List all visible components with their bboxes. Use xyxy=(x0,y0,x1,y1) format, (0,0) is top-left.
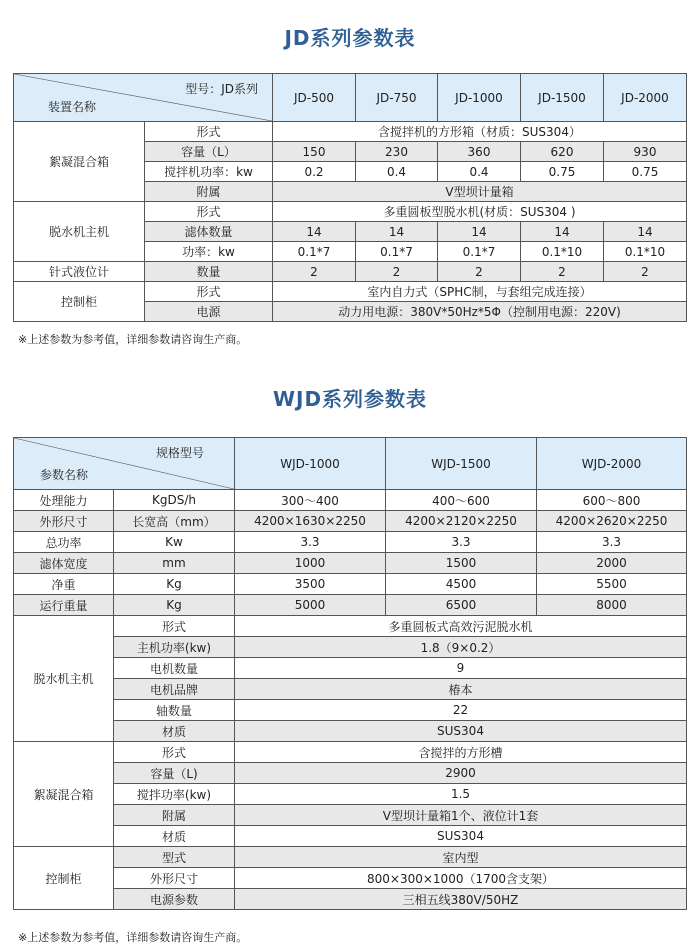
cell: 14 xyxy=(356,222,438,242)
cell: 3.3 xyxy=(537,532,687,553)
table-row xyxy=(14,742,687,763)
row-label: 数量 xyxy=(145,262,273,282)
param-unit: 长宽高（mm） xyxy=(114,511,235,532)
table-row xyxy=(14,763,687,784)
cell: 930 xyxy=(604,142,687,162)
table-row xyxy=(14,847,687,868)
row-span-value: 动力用电源：380V*50Hz*5Φ（控制用电源：220V) xyxy=(273,302,687,322)
cell: 5500 xyxy=(537,574,687,595)
wjd-model-header: WJD-1500 xyxy=(386,438,537,490)
wjd-table-title: WJD系列参数表 xyxy=(272,387,428,411)
wjd-group-ctrl: 控制柜 xyxy=(14,847,114,910)
param-name: 外形尺寸 xyxy=(14,511,114,532)
row-span-value: 9 xyxy=(235,658,687,679)
jd-corner-model-label: 型号：JD系列 xyxy=(185,82,258,96)
cell: 2 xyxy=(604,262,687,282)
table-row xyxy=(14,637,687,658)
row-label: 型式 xyxy=(114,847,235,868)
param-name: 滤体宽度 xyxy=(14,553,114,574)
jd-group-dehyd: 脱水机主机 xyxy=(14,202,145,262)
row-span-value: 含搅拌机的方形箱（材质：SUS304） xyxy=(273,122,687,142)
jd-model-header: JD-1500 xyxy=(521,74,604,122)
cell: 0.4 xyxy=(356,162,438,182)
jd-model-header: JD-1000 xyxy=(438,74,521,122)
row-label: 轴数量 xyxy=(114,700,235,721)
cell: 400～600 xyxy=(386,490,537,511)
cell: 14 xyxy=(604,222,687,242)
jd-header-row xyxy=(14,74,687,122)
wjd-parameter-table xyxy=(13,437,687,910)
jd-model-header: JD-2000 xyxy=(604,74,687,122)
cell: 2 xyxy=(356,262,438,282)
param-unit: Kg xyxy=(114,595,235,616)
jd-footnote: ※上述参数为参考值，详细参数请咨询生产商。 xyxy=(18,333,248,346)
row-label: 滤体数量 xyxy=(145,222,273,242)
row-label: 搅拌机功率：kw xyxy=(145,162,273,182)
cell: 5000 xyxy=(235,595,386,616)
wjd-group-dehyd: 脱水机主机 xyxy=(14,616,114,742)
table-row xyxy=(14,490,687,511)
cell: 230 xyxy=(356,142,438,162)
row-label: 功率：kw xyxy=(145,242,273,262)
row-span-value: 多重圆板型脱水机(材质：SUS304 ) xyxy=(273,202,687,222)
row-span-value: 800×300×1000（1700含支架） xyxy=(235,868,687,889)
row-label: 材质 xyxy=(114,721,235,742)
table-row xyxy=(14,202,687,222)
param-name: 处理能力 xyxy=(14,490,114,511)
cell: 2 xyxy=(273,262,356,282)
cell: 0.2 xyxy=(273,162,356,182)
wjd-model-header: WJD-1000 xyxy=(235,438,386,490)
row-label: 电机数量 xyxy=(114,658,235,679)
cell: 8000 xyxy=(537,595,687,616)
table-row xyxy=(14,595,687,616)
row-label: 电机品牌 xyxy=(114,679,235,700)
row-span-value: 室内自力式（SPHC制，与套组完成连接） xyxy=(273,282,687,302)
row-span-value: 1.8（9×0.2） xyxy=(235,637,687,658)
row-label: 形式 xyxy=(145,202,273,222)
jd-group-level: 针式液位计 xyxy=(14,262,145,282)
jd-corner-cell xyxy=(14,74,273,122)
table-row xyxy=(14,122,687,142)
cell: 2 xyxy=(521,262,604,282)
cell: 14 xyxy=(438,222,521,242)
cell: 0.1*10 xyxy=(521,242,604,262)
table-row xyxy=(14,679,687,700)
row-span-value: 含搅拌的方形槽 xyxy=(235,742,687,763)
row-span-value: SUS304 xyxy=(235,826,687,847)
row-span-value: 室内型 xyxy=(235,847,687,868)
row-label: 形式 xyxy=(114,616,235,637)
row-label: 附属 xyxy=(145,182,273,202)
cell: 4500 xyxy=(386,574,537,595)
cell: 14 xyxy=(273,222,356,242)
row-label: 容量（L) xyxy=(114,763,235,784)
row-label: 容量（L） xyxy=(145,142,273,162)
row-label: 外形尺寸 xyxy=(114,868,235,889)
cell: 4200×2120×2250 xyxy=(386,511,537,532)
table-row xyxy=(14,553,687,574)
row-label: 形式 xyxy=(145,122,273,142)
param-unit: Kg xyxy=(114,574,235,595)
table-row xyxy=(14,868,687,889)
jd-group-floc: 絮凝混合箱 xyxy=(14,122,145,202)
cell: 2 xyxy=(438,262,521,282)
row-span-value: V型坝计量箱1个、液位计1套 xyxy=(235,805,687,826)
table-row xyxy=(14,805,687,826)
table-row xyxy=(14,262,687,282)
row-label: 形式 xyxy=(114,742,235,763)
jd-corner-device-label: 装置名称 xyxy=(48,100,97,114)
cell: 6500 xyxy=(386,595,537,616)
jd-table-title: JD系列参数表 xyxy=(284,26,416,50)
table-row xyxy=(14,700,687,721)
wjd-group-floc: 絮凝混合箱 xyxy=(14,742,114,847)
param-unit: KgDS/h xyxy=(114,490,235,511)
cell: 0.1*7 xyxy=(356,242,438,262)
cell: 1500 xyxy=(386,553,537,574)
cell: 600～800 xyxy=(537,490,687,511)
param-name: 净重 xyxy=(14,574,114,595)
wjd-corner-param-label: 参数名称 xyxy=(40,468,89,482)
wjd-corner-cell xyxy=(14,438,235,490)
cell: 4200×2620×2250 xyxy=(537,511,687,532)
row-span-value: 多重圆板式高效污泥脱水机 xyxy=(235,616,687,637)
table-row xyxy=(14,574,687,595)
cell: 0.75 xyxy=(521,162,604,182)
param-name: 运行重量 xyxy=(14,595,114,616)
cell: 0.75 xyxy=(604,162,687,182)
row-span-value: 2900 xyxy=(235,763,687,784)
cell: 3500 xyxy=(235,574,386,595)
cell: 0.1*7 xyxy=(273,242,356,262)
table-row xyxy=(14,511,687,532)
cell: 0.1*10 xyxy=(604,242,687,262)
table-row xyxy=(14,282,687,302)
table-row xyxy=(14,721,687,742)
table-row xyxy=(14,889,687,910)
param-unit: Kw xyxy=(114,532,235,553)
row-label: 电源 xyxy=(145,302,273,322)
row-label: 附属 xyxy=(114,805,235,826)
row-span-value: V型坝计量箱 xyxy=(273,182,687,202)
wjd-header-row xyxy=(14,438,687,490)
cell: 3.3 xyxy=(386,532,537,553)
row-span-value: 三相五线380V/50HZ xyxy=(235,889,687,910)
row-span-value: SUS304 xyxy=(235,721,687,742)
cell: 3.3 xyxy=(235,532,386,553)
cell: 0.1*7 xyxy=(438,242,521,262)
wjd-model-header: WJD-2000 xyxy=(537,438,687,490)
row-label: 主机功率(kw) xyxy=(114,637,235,658)
row-label: 材质 xyxy=(114,826,235,847)
row-span-value: 椿本 xyxy=(235,679,687,700)
row-span-value: 22 xyxy=(235,700,687,721)
jd-parameter-table xyxy=(13,73,687,322)
cell: 1000 xyxy=(235,553,386,574)
row-label: 形式 xyxy=(145,282,273,302)
table-row xyxy=(14,616,687,637)
cell: 0.4 xyxy=(438,162,521,182)
cell: 2000 xyxy=(537,553,687,574)
cell: 620 xyxy=(521,142,604,162)
param-name: 总功率 xyxy=(14,532,114,553)
table-row xyxy=(14,532,687,553)
row-span-value: 1.5 xyxy=(235,784,687,805)
jd-model-header: JD-750 xyxy=(356,74,438,122)
jd-model-header: JD-500 xyxy=(273,74,356,122)
jd-group-ctrl: 控制柜 xyxy=(14,282,145,322)
cell: 4200×1630×2250 xyxy=(235,511,386,532)
row-label: 搅拌功率(kw) xyxy=(114,784,235,805)
cell: 14 xyxy=(521,222,604,242)
cell: 150 xyxy=(273,142,356,162)
param-unit: mm xyxy=(114,553,235,574)
cell: 300～400 xyxy=(235,490,386,511)
row-label: 电源参数 xyxy=(114,889,235,910)
cell: 360 xyxy=(438,142,521,162)
table-row xyxy=(14,826,687,847)
wjd-footnote: ※上述参数为参考值，详细参数请咨询生产商。 xyxy=(18,931,248,944)
wjd-corner-spec-label: 规格型号 xyxy=(155,446,204,460)
table-row xyxy=(14,784,687,805)
table-row xyxy=(14,658,687,679)
